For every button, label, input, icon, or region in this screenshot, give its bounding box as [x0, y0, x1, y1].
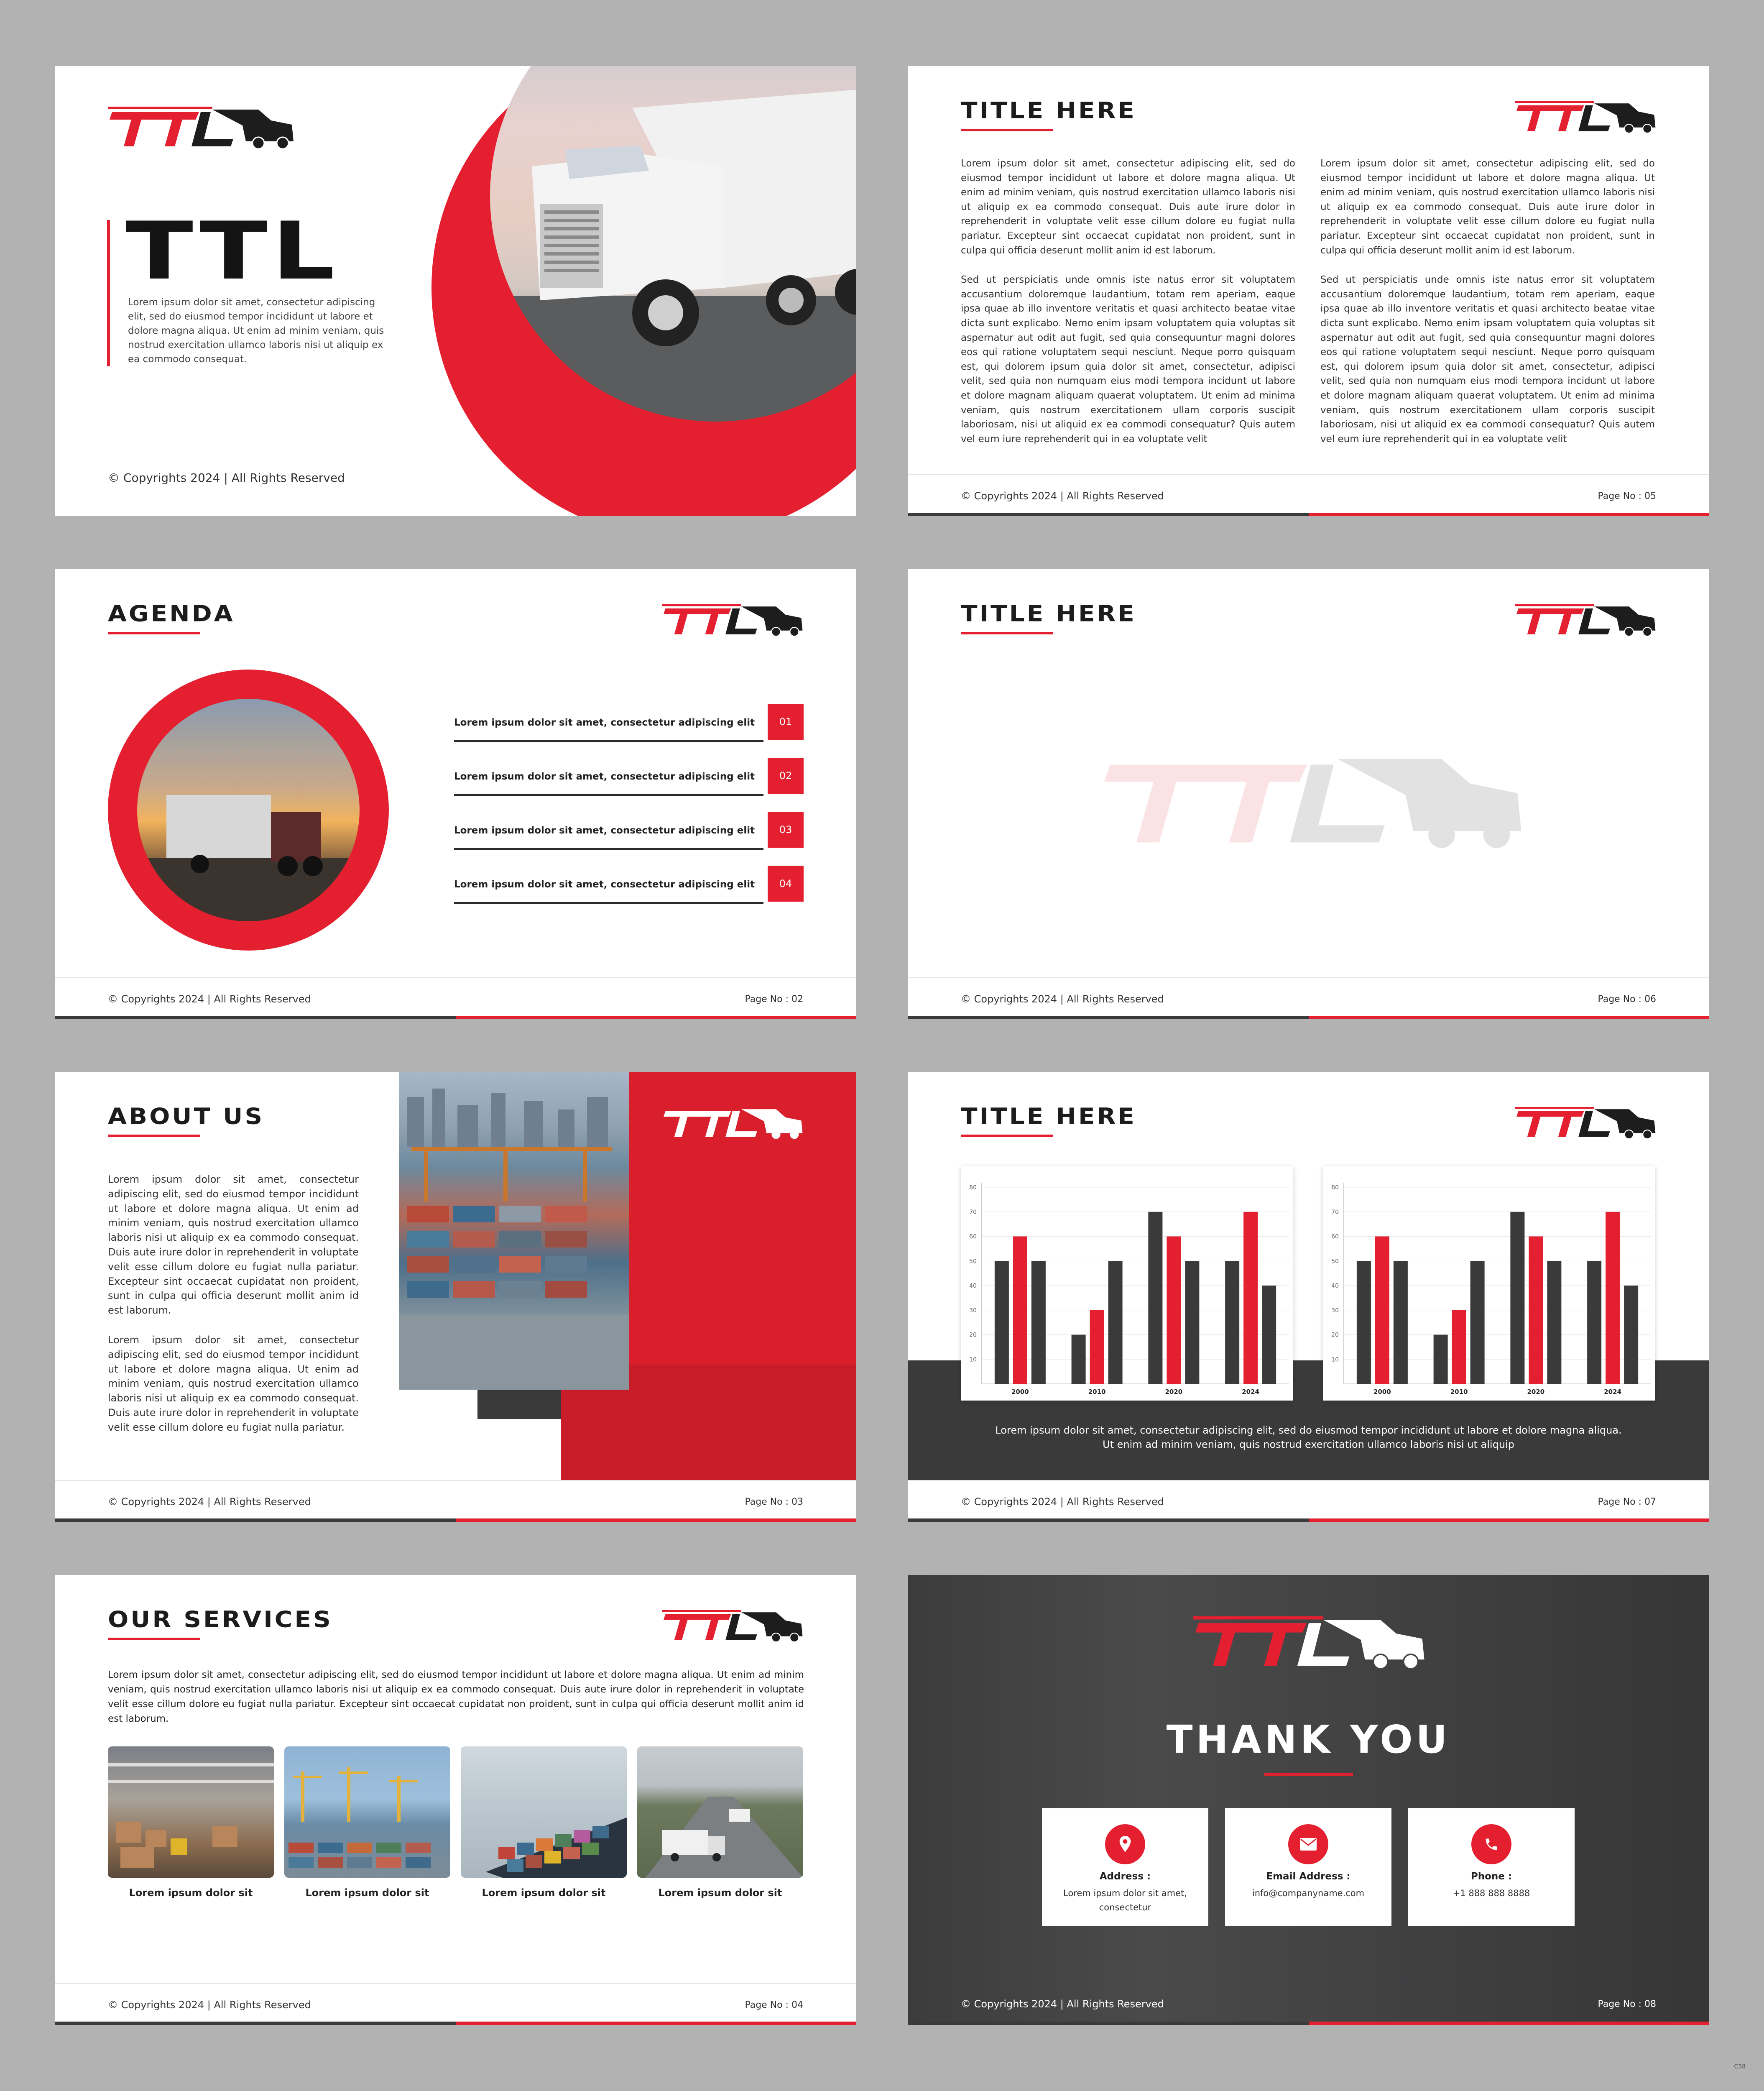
contact-heading: Address : — [1099, 1871, 1151, 1882]
copyright: © Copyrights 2024 | All Rights Reserved — [108, 993, 311, 1005]
agenda-item-label: Lorem ipsum dolor sit amet, consectetur adipiscing elit — [454, 825, 755, 836]
x-tick-label: 2010 — [1088, 1388, 1106, 1396]
chart-bar — [1375, 1237, 1389, 1384]
agenda-item-label: Lorem ipsum dolor sit amet, consectetur adipiscing elit — [454, 771, 755, 782]
chart-caption: Lorem ipsum dolor sit amet, consectetur adipiscing elit, sed do eiusmod tempor incididunt ut labore et dolore magna aliqua. Ut enim ad minim veniam, quis nostrud exercitation ullamco laboris nisi ut aliquip — [995, 1424, 1622, 1450]
page-number: Page No : 02 — [745, 994, 803, 1005]
slide-charts — [908, 1072, 1709, 1522]
cargo-ship-photo — [461, 1746, 627, 1878]
title-accent-bar — [107, 220, 110, 366]
chart-bar — [1167, 1237, 1181, 1384]
footer-bar — [908, 513, 1709, 516]
y-tick-label: 50 — [969, 1258, 977, 1265]
service-label: Lorem ipsum dolor sit — [658, 1887, 782, 1899]
footer-bar — [908, 2022, 1709, 2025]
chart-bar — [1547, 1261, 1561, 1384]
agenda-item — [454, 866, 804, 904]
slide-blank — [908, 569, 1709, 1019]
chart-bar — [1148, 1212, 1162, 1384]
ttl-logo-large — [1193, 1608, 1427, 1671]
footer-bar — [908, 1016, 1709, 1019]
y-tick-label: 30 — [1331, 1307, 1339, 1314]
agenda-item-line — [454, 794, 763, 796]
chart-bar — [1185, 1261, 1199, 1384]
agenda-item-number: 02 — [768, 758, 804, 794]
agenda-item — [454, 704, 804, 742]
slide-text-columns — [908, 66, 1709, 516]
about-text — [108, 1172, 359, 1450]
page-number: Page No : 04 — [745, 2000, 803, 2010]
chart-bar — [1090, 1310, 1104, 1384]
port-photo — [399, 1072, 629, 1390]
copyright: © Copyrights 2024 | All Rights Reserved — [108, 471, 345, 485]
chart-bar — [1262, 1286, 1276, 1384]
phone-icon — [1471, 1824, 1511, 1864]
bar-chart-right — [1323, 1166, 1655, 1401]
slide-agenda — [55, 569, 856, 1019]
chart-bar — [1243, 1212, 1258, 1384]
agenda-item-line — [454, 740, 763, 742]
slide-footer — [908, 1480, 1709, 1522]
x-tick-label: 2000 — [1373, 1388, 1391, 1396]
service-label: Lorem ipsum dolor sit — [305, 1887, 429, 1899]
y-tick-label: 40 — [969, 1283, 977, 1289]
text-column-right — [1320, 156, 1655, 461]
y-tick-label: 20 — [969, 1332, 977, 1339]
slide-footer — [55, 977, 856, 1019]
copyright-text: Copyrights 2024 | All Rights Reserved — [974, 1998, 1164, 2010]
x-tick-label: 2010 — [1450, 1388, 1468, 1396]
slide-footer — [908, 977, 1709, 1019]
contact-card-phone — [1408, 1808, 1575, 1926]
contact-heading: Email Address : — [1266, 1871, 1350, 1882]
chart-bar — [1470, 1261, 1485, 1384]
highway-trucks-photo — [637, 1746, 803, 1878]
copyright: © Copyrights 2024 | All Rights Reserved — [108, 1999, 311, 2011]
service-label: Lorem ipsum dolor sit — [482, 1887, 606, 1899]
agenda-item-label: Lorem ipsum dolor sit amet, consectetur adipiscing elit — [454, 717, 755, 728]
service-label: Lorem ipsum dolor sit — [129, 1887, 253, 1899]
footer-bar — [55, 1016, 856, 1019]
ttl-watermark — [1100, 732, 1527, 859]
copyright: © Copyrights 2024 | All Rights Reserved — [961, 1998, 1164, 2010]
title-underline — [961, 129, 1053, 131]
footer-bar — [908, 1518, 1709, 1522]
agenda-item-number: 04 — [768, 866, 804, 902]
contact-value[interactable]: +1 888 888 8888 — [1453, 1888, 1530, 1898]
title-underline — [961, 632, 1053, 634]
slide-services — [55, 1575, 856, 2025]
ttl-logo — [108, 100, 296, 151]
chart-bar — [1624, 1286, 1638, 1384]
contact-card-address — [1042, 1808, 1208, 1926]
chart-bar — [995, 1261, 1009, 1384]
chart-bar — [1394, 1261, 1408, 1384]
copyright-text: Copyrights 2024 | All Rights Reserved — [121, 1496, 311, 1508]
slide-footer — [55, 1480, 856, 1522]
copyright-text: Copyrights 2024 | All Rights Reserved — [974, 993, 1164, 1005]
dark-accent-block — [477, 1390, 561, 1419]
contact-value: Lorem ipsum dolor sit amet, consectetur — [1063, 1888, 1187, 1912]
text-column-left — [961, 156, 1295, 461]
port-cranes-photo — [284, 1746, 450, 1878]
title-underline — [108, 1638, 200, 1640]
page-number: Page No : 03 — [745, 1497, 803, 1507]
title-underline — [1264, 1773, 1353, 1776]
bar-chart-svg — [961, 1166, 1293, 1401]
agenda-item-line — [454, 848, 763, 850]
chart-bar — [1072, 1335, 1086, 1384]
x-tick-label: 2020 — [1527, 1388, 1545, 1396]
cover-title: TTL — [125, 205, 339, 297]
service-card — [637, 1746, 803, 1899]
copyright: © Copyrights 2024 | All Rights Reserved — [961, 993, 1164, 1005]
slide-footer — [908, 474, 1709, 516]
slide-title: OUR SERVICES — [108, 1606, 333, 1633]
ttl-logo — [662, 1603, 804, 1645]
chart-bar — [1013, 1237, 1027, 1384]
cover-description: Lorem ipsum dolor sit amet, consectetur adipiscing elit, sed do eiusmod tempor incididunt ut labore et dolore magna aliqua. Ut enim ad minim veniam, quis nostrud exercitation ullamco laboris nisi ut aliquip ex ea commodo consequat. — [128, 297, 384, 365]
page-number: Page No : 07 — [1598, 1497, 1656, 1507]
agenda-item-number: 03 — [768, 812, 804, 848]
warehouse-photo — [108, 1746, 274, 1878]
slide-footer — [55, 1983, 856, 2025]
paragraph: Lorem ipsum dolor sit amet, consectetur adipiscing elit, sed do eiusmod tempor incididunt ut labore et dolore magna aliqua. Ut enim ad minim veniam, quis nostrud exercitation ullamco laboris nisi ut aliquip ex ea commodo consequat. Duis aute irure dolor in reprehenderit in voluptate velit esse cillum dolore eu fugiat nulla pariatur. Excepteur sint occaecat cupidatat non proident, sunt in culpa qui officia deserunt mollit anim id est laborum. — [108, 1173, 359, 1316]
paragraph: Lorem ipsum dolor sit amet, consectetur adipiscing elit, sed do eiusmod tempor incididunt ut labore et dolore magna aliqua. Ut enim ad minim veniam, quis nostrud exercitation ullamco laboris nisi ut aliquip ex ea commodo consequat. Duis aute irure dolor in reprehenderit in voluptate velit esse cillum dolore eu fugiat nulla pariatur. Excepteur sint occaecat cupidatat non proident, sunt in culpa qui officia deserunt mollit anim id est laborum. — [1320, 158, 1655, 256]
chart-bar — [1606, 1212, 1620, 1384]
title-underline — [108, 632, 200, 634]
service-card — [461, 1746, 627, 1899]
chart-bar — [1031, 1261, 1046, 1384]
copyright-text: Copyrights 2024 | All Rights Reserved — [121, 993, 311, 1005]
agenda-item-number: 01 — [768, 704, 804, 740]
y-tick-label: 80 — [969, 1184, 977, 1191]
title-underline — [108, 1135, 200, 1137]
slide-thank-you — [908, 1575, 1709, 2025]
location-pin-icon — [1105, 1824, 1145, 1864]
paragraph: Sed ut perspiciatis unde omnis iste natus error sit voluptatem accusantium doloremque laudantium, totam rem aperiam, eaque ipsa quae ab illo inventore veritatis et quasi architecto beatae vitae dicta sunt explicabo. Nemo enim ipsam voluptatem quia voluptas sit aspernatur aut odit aut fugit, sed quia consequuntur magni dolores eos qui ratione voluptatem sequi nesciunt. Neque porro quisquam est, qui dolorem ipsum quia dolor sit amet, consectetur, adipisci velit, sed quia non numquam eius modi tempora incidunt ut labore et dolore magnam aliquam quaerat voluptatem. Ut enim ad minima veniam, quis nostrum exercitationem ullam corporis suscipit laboriosam, nisi ut aliquid ex ea commodi consequatur? Quis autem vel eum iure reprehenderit qui in ea voluptate velit — [1320, 274, 1655, 445]
slide-footer — [908, 1983, 1709, 2025]
corner-code: C38 — [1734, 2063, 1746, 2070]
agenda-truck-photo — [137, 699, 360, 921]
y-tick-label: 10 — [1331, 1356, 1339, 1363]
chart-bar — [1108, 1261, 1123, 1384]
y-tick-label: 70 — [969, 1209, 977, 1216]
chart-bar — [1434, 1335, 1448, 1384]
ttl-logo — [1515, 95, 1657, 136]
slide-title: TITLE HERE — [961, 97, 1136, 124]
slide-title: TITLE HERE — [961, 600, 1136, 627]
page-number: Page No : 08 — [1598, 1999, 1656, 2009]
paragraph: Sed ut perspiciatis unde omnis iste natus error sit voluptatem accusantium doloremque laudantium, totam rem aperiam, eaque ipsa quae ab illo inventore veritatis et quasi architecto beatae vitae dicta sunt explicabo. Nemo enim ipsam voluptatem quia voluptas sit aspernatur aut odit aut fugit, sed quia consequuntur magni dolores eos qui ratione voluptatem sequi nesciunt. Neque porro quisquam est, qui dolorem ipsum quia dolor sit amet, consectetur, adipisci velit, sed quia non numquam eius modi tempora incidunt ut labore et dolore magnam aliquam quaerat voluptatem. Ut enim ad minima veniam, quis nostrum exercitationem ullam corporis suscipit laboriosam, nisi ut aliquid ex ea commodi consequatur? Quis autem vel eum iure reprehenderit qui in ea voluptate velit — [961, 274, 1295, 445]
x-tick-label: 2024 — [1242, 1388, 1259, 1396]
agenda-item — [454, 812, 804, 850]
ttl-logo — [1515, 1100, 1657, 1142]
x-tick-label: 2000 — [1011, 1388, 1029, 1396]
agenda-item-line — [454, 902, 763, 904]
chart-bar — [1587, 1261, 1601, 1384]
copyright-text: Copyrights 2024 | All Rights Reserved — [974, 490, 1164, 502]
y-tick-label: 50 — [1331, 1258, 1339, 1265]
agenda-item — [454, 758, 804, 796]
copyright-text: Copyrights 2024 | All Rights Reserved — [121, 1999, 311, 2011]
contact-card-email — [1225, 1808, 1391, 1926]
ttl-logo — [662, 598, 804, 639]
y-tick-label: 60 — [969, 1233, 977, 1240]
page-number: Page No : 05 — [1598, 491, 1656, 501]
service-card — [108, 1746, 274, 1899]
copyright: © Copyrights 2024 | All Rights Reserved — [961, 1496, 1164, 1508]
paragraph: Lorem ipsum dolor sit amet, consectetur adipiscing elit, sed do eiusmod tempor incididunt ut labore et dolore magna aliqua. Ut enim ad minim veniam, quis nostrud exercitation ullamco laboris nisi ut aliquip ex ea commodo consequat. Duis aute irure dolor in reprehenderit in voluptate velit esse cillum dolore eu fugiat nulla pariatur. Excepteur sint occaecat cupidatat non proident, sunt in culpa qui officia deserunt mollit anim id est laborum. — [961, 158, 1295, 256]
envelope-icon — [1288, 1824, 1328, 1864]
chart-bar — [1452, 1310, 1466, 1384]
bar-chart-left — [961, 1166, 1293, 1401]
y-tick-label: 10 — [969, 1356, 977, 1363]
chart-bar — [1225, 1261, 1239, 1384]
y-tick-label: 70 — [1331, 1209, 1339, 1216]
services-description: Lorem ipsum dolor sit amet, consectetur adipiscing elit, sed do eiusmod tempor incididunt ut labore et dolore magna aliqua. Ut enim ad minim veniam, quis nostrud exercitation ullamco laboris nisi ut aliquip ex ea commodo consequat. Duis aute irure dolor in reprehenderit in voluptate velit esse cillum dolore eu fugiat nulla pariatur. Excepteur sint occaecat cupidatat non proident, sunt in culpa qui officia deserunt mollit anim id est laborum. — [108, 1669, 804, 1724]
y-tick-label: 40 — [1331, 1283, 1339, 1289]
slide-title: TITLE HERE — [961, 1103, 1136, 1130]
footer-bar — [55, 2022, 856, 2025]
copyright: © Copyrights 2024 | All Rights Reserved — [108, 1496, 311, 1508]
agenda-item-label: Lorem ipsum dolor sit amet, consectetur adipiscing elit — [454, 879, 755, 890]
chart-bar — [1529, 1237, 1543, 1384]
chart-bar — [1510, 1212, 1524, 1384]
slide-title: AGENDA — [108, 600, 235, 627]
y-tick-label: 20 — [1331, 1332, 1339, 1339]
footer-bar — [55, 1518, 856, 1522]
paragraph: Lorem ipsum dolor sit amet, consectetur adipiscing elit, sed do eiusmod tempor incididunt ut labore et dolore magna aliqua. Ut enim ad minim veniam, quis nostrud exercitation ullamco laboris nisi ut aliquip ex ea commodo consequat. Duis aute irure dolor in reprehenderit in voluptate velit esse cillum dolore eu fugiat nulla pariatur. — [108, 1334, 359, 1433]
y-tick-label: 60 — [1331, 1233, 1339, 1240]
bar-chart-svg — [1323, 1166, 1655, 1401]
contact-value[interactable]: info@companyname.com — [1252, 1888, 1365, 1898]
thank-you-title: THANK YOU — [1166, 1717, 1451, 1762]
ttl-logo-white — [662, 1100, 804, 1142]
contact-heading: Phone : — [1470, 1871, 1512, 1882]
copyright: © Copyrights 2024 | All Rights Reserved — [961, 490, 1164, 502]
y-tick-label: 30 — [969, 1307, 977, 1314]
x-tick-label: 2024 — [1604, 1388, 1621, 1396]
ttl-logo — [1515, 598, 1657, 639]
copyright-text: Copyrights 2024 | All Rights Reserved — [123, 471, 345, 485]
title-underline — [961, 1135, 1053, 1137]
copyright-text: Copyrights 2024 | All Rights Reserved — [974, 1496, 1164, 1508]
slide-title: ABOUT US — [108, 1103, 265, 1130]
service-card — [284, 1746, 450, 1899]
y-tick-label: 80 — [1331, 1184, 1339, 1191]
x-tick-label: 2020 — [1165, 1388, 1183, 1396]
slide-about — [55, 1072, 856, 1522]
page-number: Page No : 06 — [1598, 994, 1656, 1005]
slide-cover — [55, 66, 856, 516]
chart-bar — [1357, 1261, 1371, 1384]
